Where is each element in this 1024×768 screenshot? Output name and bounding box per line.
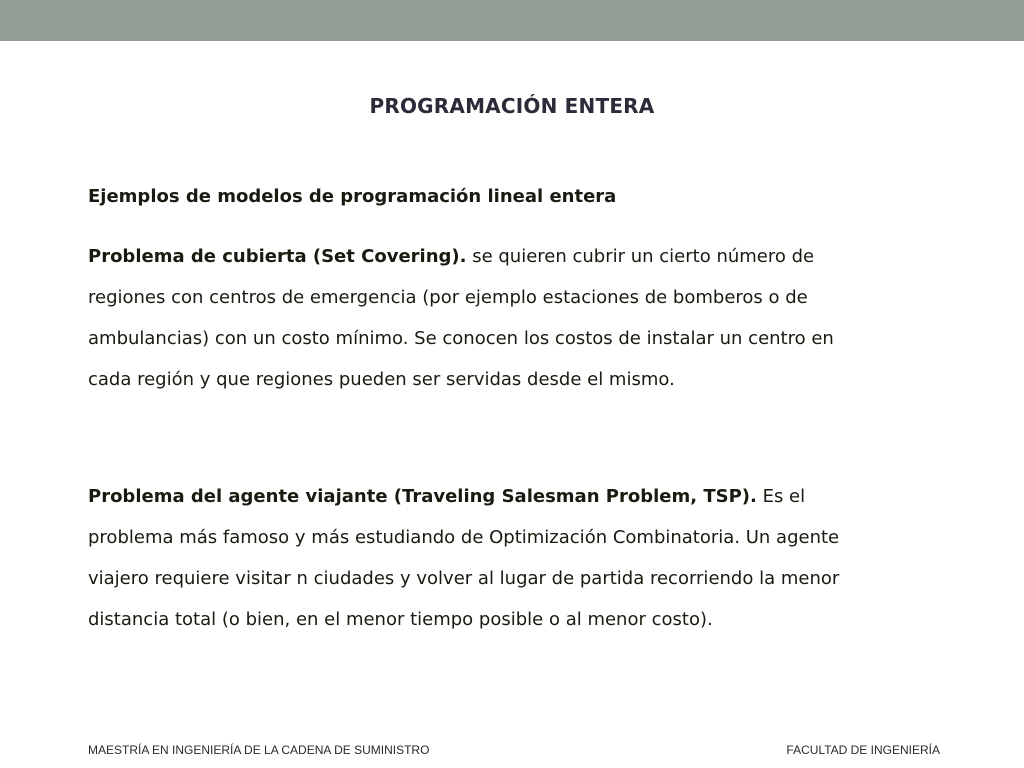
footer-program-name: MAESTRÍA EN INGENIERÍA DE LA CADENA DE SUMINISTRO [88, 743, 430, 757]
paragraph-line: distancia total (o bien, en el menor tiempo posible o al menor costo). [88, 609, 713, 630]
paragraph-line: viajero requiere visitar n ciudades y volver al lugar de partida recorriendo la menor [88, 568, 840, 589]
paragraph-line: ambulancias) con un costo mínimo. Se conocen los costos de instalar un centro en [88, 328, 834, 349]
footer-faculty-name: FACULTAD DE INGENIERÍA [786, 743, 940, 757]
paragraph-heading: Problema del agente viajante (Traveling Salesman Problem, TSP). [88, 486, 757, 507]
paragraph-line: problema más famoso y más estudiando de Optimización Combinatoria. Un agente [88, 527, 840, 548]
paragraph-line: cada región y que regiones pueden ser servidas desde el mismo. [88, 369, 675, 390]
paragraph-set-covering [88, 236, 948, 400]
paragraph-heading: Problema de cubierta (Set Covering). [88, 246, 467, 267]
paragraph-line: Es el [756, 486, 806, 507]
paragraph-line: regiones con centros de emergencia (por ejemplo estaciones de bomberos o de [88, 287, 808, 308]
paragraph-tsp [88, 476, 948, 640]
slide-subtitle: Ejemplos de modelos de programación lineal entera [88, 186, 617, 207]
paragraph-line: se quieren cubrir un cierto número de [466, 246, 815, 267]
slide-title: PROGRAMACIÓN ENTERA [369, 94, 655, 118]
top-header-bar [0, 0, 1024, 41]
